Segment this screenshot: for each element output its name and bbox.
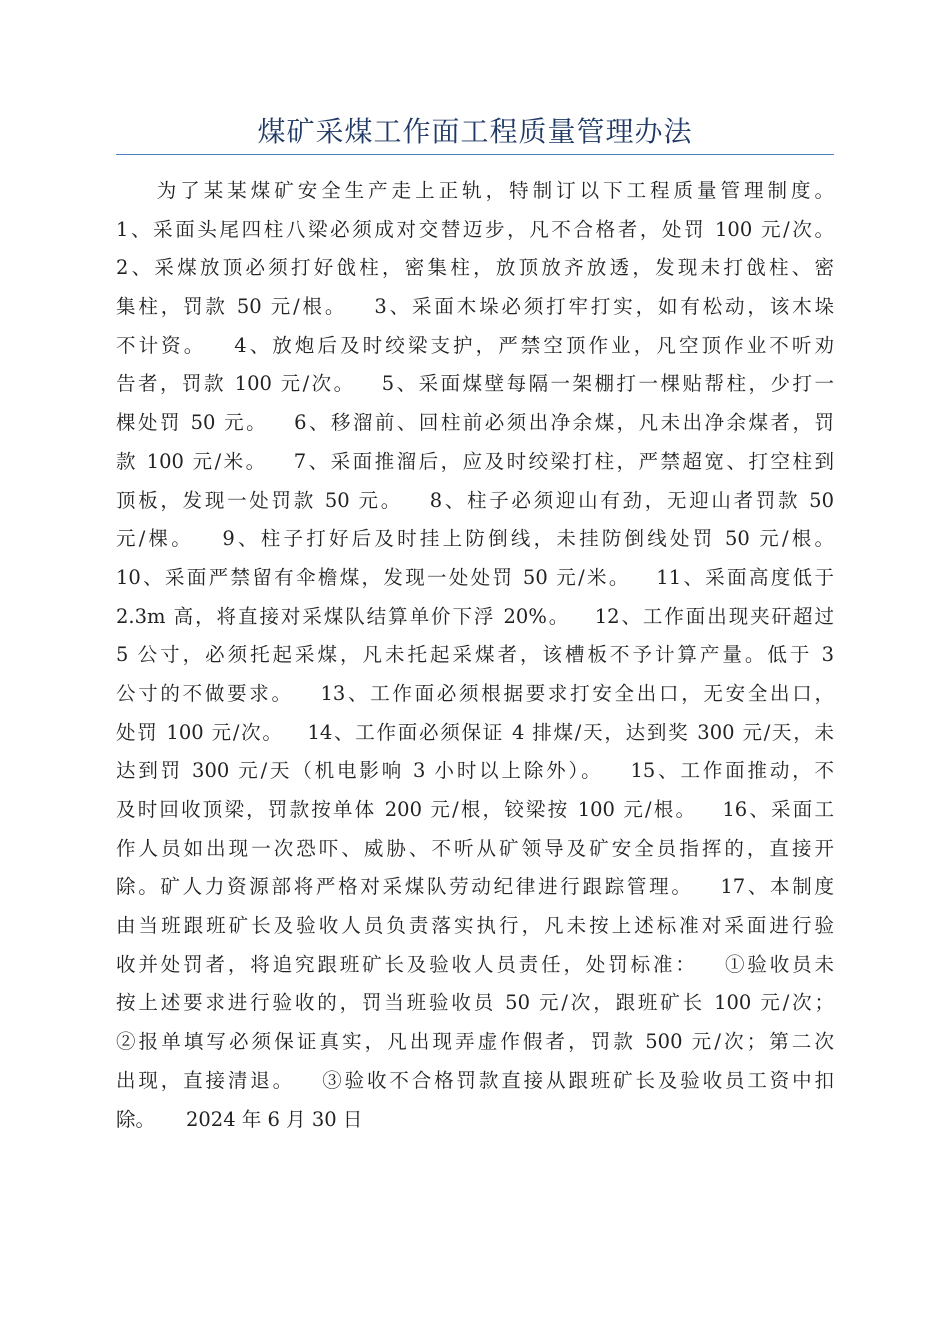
- body-line: 为了某某煤矿安全生产走上正轨，特制订以下工程质量管理制度。: [116, 179, 834, 202]
- body-line: 不计资。 4、放炮后及时绞梁支护，严禁空顶作业，凡空顶作业不听劝: [116, 333, 834, 357]
- body-line: 款 100 元/米。 7、采面推溜后，应及时绞梁打柱，严禁超宽、打空柱到: [116, 449, 834, 473]
- body-line: 处罚 100 元/次。 14、工作面必须保证 4 排煤/天，达到奖 300 元/天，未: [116, 720, 834, 744]
- body-line: 棵处罚 50 元。 6、移溜前、回柱前必须出净余煤，凡未出净余煤者，罚: [116, 411, 834, 435]
- body-line: 元/棵。 9、柱子打好后及时挂上防倒线，未挂防倒线处罚 50 元/根。: [116, 527, 834, 551]
- body-line: 按上述要求进行验收的，罚当班验收员 50 元/次，跟班矿长 100 元/次；: [116, 991, 834, 1015]
- body-line: ②报单填写必须保证真实，凡出现弄虚作假者，罚款 500 元/次；第二次: [116, 1030, 834, 1054]
- body-line: 2.3m 高，将直接对采煤队结算单价下浮 20%。 12、工作面出现夹矸超过: [116, 604, 834, 628]
- title-underline: [116, 154, 834, 155]
- body-line: 收并处罚者，将追究跟班矿长及验收人员责任，处罚标准： ①验收员未: [116, 952, 834, 976]
- document-body: [116, 172, 834, 1139]
- body-line: 达到罚 300 元/天（机电影响 3 小时以上除外）。 15、工作面推动，不: [116, 759, 834, 783]
- body-line: 顶板，发现一处罚款 50 元。 8、柱子必须迎山有劲，无迎山者罚款 50: [116, 488, 834, 512]
- body-line: 5 公寸，必须托起采煤，凡未托起采煤者，该槽板不予计算产量。低于 3: [116, 643, 834, 667]
- body-line: 1、采面头尾四柱八梁必须成对交替迈步，凡不合格者，处罚 100 元/次。: [116, 217, 834, 241]
- body-line: 公寸的不做要求。 13、工作面必须根据要求打安全出口，无安全出口，: [116, 681, 834, 705]
- body-line: 10、采面严禁留有伞檐煤，发现一处处罚 50 元/米。 11、采面高度低于: [116, 565, 834, 589]
- body-line: 告者，罚款 100 元/次。 5、采面煤壁每隔一架棚打一棵贴帮柱，少打一: [116, 372, 834, 396]
- body-line: 集柱，罚款 50 元/根。 3、采面木垛必须打牢打实，如有松动，该木垛: [116, 295, 834, 319]
- body-line: 由当班跟班矿长及验收人员负责落实执行，凡未按上述标准对采面进行验: [116, 914, 834, 938]
- document-title: 煤矿采煤工作面工程质量管理办法: [257, 115, 693, 148]
- body-line: 出现，直接清退。 ③验收不合格罚款直接从跟班矿长及验收员工资中扣: [116, 1068, 834, 1092]
- body-line: 作人员如出现一次恐吓、威胁、不听从矿领导及矿安全员指挥的，直接开: [116, 836, 834, 860]
- body-line: 2、采煤放顶必须打好戗柱，密集柱，放顶放齐放透，发现未打戗柱、密: [116, 256, 834, 280]
- body-line: 及时回收顶梁，罚款按单体 200 元/根，铰梁按 100 元/根。 16、采面工: [116, 798, 834, 821]
- body-line-date: 除。 2024 年 6 月 30 日: [116, 1107, 363, 1131]
- body-line: 除。矿人力资源部将严格对采煤队劳动纪律进行跟踪管理。 17、本制度: [116, 875, 834, 899]
